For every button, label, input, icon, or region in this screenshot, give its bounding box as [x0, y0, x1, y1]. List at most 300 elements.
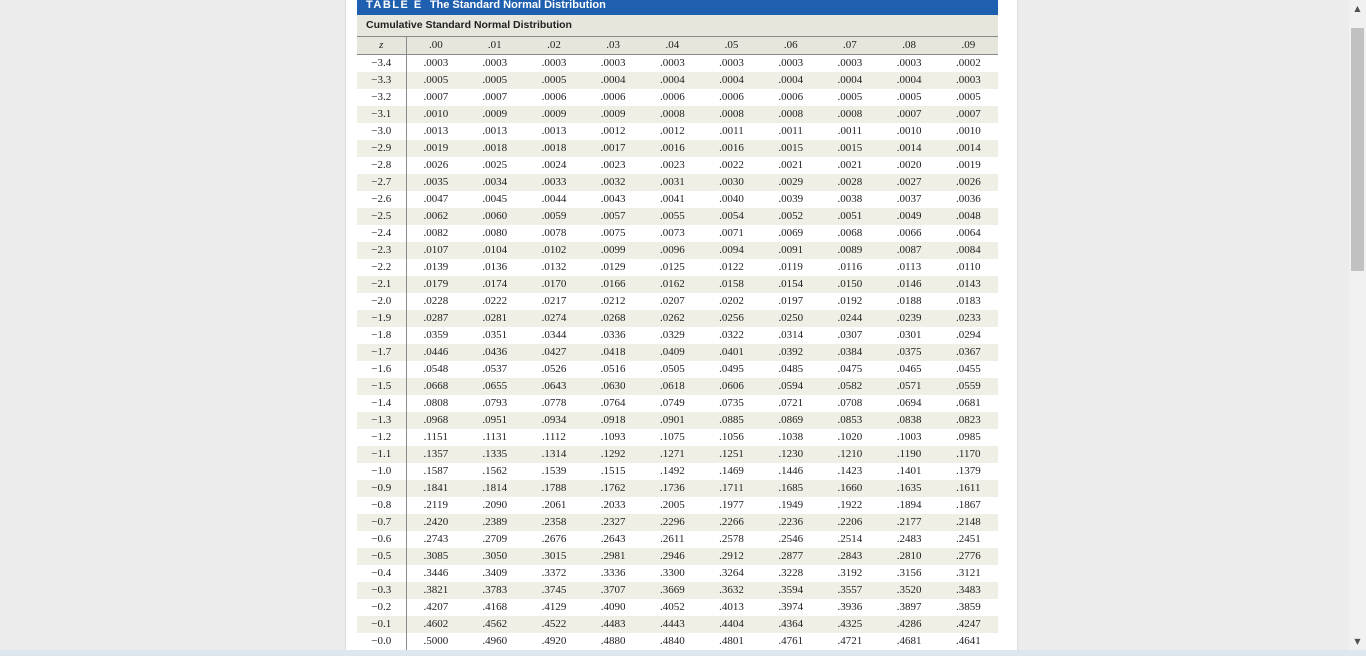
z-value-cell: −3.3	[357, 72, 406, 89]
probability-cell: .0384	[837, 346, 863, 358]
probability-cell: .0885	[719, 414, 744, 426]
probability-cell: .0029	[778, 176, 804, 188]
probability-cell: .0197	[778, 295, 804, 307]
probability-cell: .0202	[719, 295, 744, 307]
probability-cell: .0021	[778, 159, 804, 171]
probability-cell: .0116	[837, 261, 863, 273]
probability-cell: .0409	[659, 346, 685, 358]
probability-cell: .0041	[659, 193, 685, 205]
column-header: .03	[584, 37, 643, 55]
table-banner	[357, 0, 998, 15]
table-row	[357, 514, 998, 531]
probability-cell: .0307	[837, 329, 863, 341]
probability-cell: .0367	[955, 346, 981, 358]
z-value-cell: −2.2	[357, 259, 406, 276]
z-value-cell: −2.1	[357, 276, 406, 293]
probability-cell: .0069	[778, 227, 804, 239]
probability-cell: .2578	[719, 533, 744, 545]
probability-cell: .0104	[482, 244, 508, 256]
probability-cell: .0018	[541, 142, 567, 154]
probability-cell: .0089	[837, 244, 863, 256]
probability-cell: .0066	[896, 227, 922, 239]
probability-cell: .2946	[659, 550, 685, 562]
probability-cell: .2061	[541, 499, 567, 511]
table-row	[357, 378, 998, 395]
probability-cell: .0170	[541, 278, 567, 290]
probability-cell: .0049	[896, 210, 922, 222]
probability-cell: .0045	[482, 193, 508, 205]
probability-cell: .1379	[955, 465, 981, 477]
probability-cell: .1190	[896, 448, 922, 460]
probability-cell: .1335	[482, 448, 508, 460]
probability-cell: .4483	[600, 618, 626, 630]
probability-cell: .0047	[423, 193, 449, 205]
probability-cell: .3594	[778, 584, 804, 596]
probability-cell: .0244	[837, 312, 863, 324]
probability-cell: .0080	[482, 227, 508, 239]
probability-cell: .0322	[719, 329, 744, 341]
probability-cell: .0015	[778, 142, 804, 154]
probability-cell: .0044	[541, 193, 567, 205]
probability-cell: .0869	[778, 414, 804, 426]
vertical-scrollbar[interactable]	[1349, 0, 1366, 650]
probability-cell: .1562	[482, 465, 508, 477]
probability-cell: .0183	[955, 295, 981, 307]
table-row	[357, 123, 998, 140]
probability-cell: .0012	[600, 125, 626, 137]
probability-cell: .0009	[541, 108, 567, 120]
probability-cell: .2033	[600, 499, 626, 511]
table-row	[357, 242, 998, 259]
probability-cell: .0329	[659, 329, 685, 341]
probability-cell: .0062	[423, 210, 449, 222]
probability-cell: .0007	[896, 108, 922, 120]
z-value-cell: −0.5	[357, 548, 406, 565]
probability-cell: .1711	[719, 482, 744, 494]
triangle-up-icon[interactable]: ▲	[1354, 4, 1361, 13]
triangle-down-icon[interactable]: ▼	[1354, 637, 1361, 646]
probability-cell: .0110	[956, 261, 981, 273]
z-value-cell: −0.1	[357, 616, 406, 633]
probability-cell: .0003	[719, 57, 744, 69]
probability-cell: .0485	[778, 363, 804, 375]
probability-cell: .0968	[423, 414, 449, 426]
probability-cell: .0918	[600, 414, 626, 426]
probability-cell: .0015	[837, 142, 863, 154]
probability-cell: .0778	[541, 397, 567, 409]
probability-cell: .4247	[955, 618, 981, 630]
probability-cell: .0009	[482, 108, 508, 120]
probability-cell: .0033	[541, 176, 567, 188]
probability-cell: .0019	[423, 142, 449, 154]
table-subtitle: Cumulative Standard Normal Distribution	[357, 15, 998, 36]
probability-cell: .0694	[896, 397, 922, 409]
probability-cell: .0233	[955, 312, 981, 324]
probability-cell: .0107	[423, 244, 449, 256]
probability-cell: .0002	[955, 57, 981, 69]
probability-cell: .2776	[955, 550, 981, 562]
z-value-cell: −0.8	[357, 497, 406, 514]
probability-cell: .4013	[719, 601, 744, 613]
probability-cell: .0064	[955, 227, 981, 239]
probability-cell: .0006	[778, 91, 804, 103]
probability-cell: .0013	[423, 125, 449, 137]
probability-cell: .0351	[482, 329, 508, 341]
probability-cell: .2611	[660, 533, 685, 545]
table-row	[357, 497, 998, 514]
z-value-cell: −1.3	[357, 412, 406, 429]
probability-cell: .0035	[423, 176, 449, 188]
probability-cell: .3745	[541, 584, 567, 596]
probability-cell: .1075	[659, 431, 685, 443]
probability-cell: .0125	[659, 261, 685, 273]
probability-cell: .0314	[778, 329, 804, 341]
probability-cell: .0655	[482, 380, 508, 392]
probability-cell: .0087	[896, 244, 922, 256]
probability-cell: .0256	[719, 312, 744, 324]
probability-cell: .0022	[719, 159, 744, 171]
probability-cell: .0008	[659, 108, 685, 120]
z-value-cell: −2.5	[357, 208, 406, 225]
probability-cell: .4052	[659, 601, 685, 613]
probability-cell: .0005	[955, 91, 981, 103]
probability-cell: .0032	[600, 176, 626, 188]
probability-cell: .0006	[541, 91, 567, 103]
probability-cell: .0027	[896, 176, 922, 188]
probability-cell: .0005	[837, 91, 863, 103]
probability-cell: .0073	[659, 227, 685, 239]
probability-cell: .1357	[423, 448, 449, 460]
probability-cell: .0643	[541, 380, 567, 392]
table-row	[357, 531, 998, 548]
probability-cell: .0446	[423, 346, 449, 358]
probability-cell: .0024	[541, 159, 567, 171]
probability-cell: .0139	[423, 261, 449, 273]
probability-cell: .0057	[600, 210, 626, 222]
table-row	[357, 106, 998, 123]
probability-cell: .4562	[482, 618, 508, 630]
probability-cell: .0154	[778, 278, 804, 290]
probability-cell: .0808	[423, 397, 449, 409]
probability-cell: .0007	[482, 91, 508, 103]
probability-cell: .1003	[896, 431, 922, 443]
table-row	[357, 565, 998, 582]
probability-cell: .0853	[837, 414, 863, 426]
probability-cell: .0099	[600, 244, 626, 256]
probability-cell: .1977	[719, 499, 744, 511]
z-value-cell: −0.4	[357, 565, 406, 582]
z-value-cell: −1.4	[357, 395, 406, 412]
probability-cell: .2843	[837, 550, 863, 562]
probability-cell: .2981	[600, 550, 626, 562]
probability-cell: .0013	[541, 125, 567, 137]
probability-cell: .1210	[837, 448, 863, 460]
probability-cell: .0043	[600, 193, 626, 205]
column-header: .04	[643, 37, 702, 55]
probability-cell: .0082	[423, 227, 449, 239]
probability-cell: .2877	[778, 550, 804, 562]
probability-cell: .0901	[659, 414, 685, 426]
probability-cell: .0192	[837, 295, 863, 307]
probability-cell: .1894	[896, 499, 922, 511]
probability-cell: .1685	[778, 482, 804, 494]
probability-cell: .0113	[896, 261, 922, 273]
probability-cell: .0268	[600, 312, 626, 324]
probability-cell: .0281	[482, 312, 508, 324]
probability-cell: .2643	[600, 533, 626, 545]
probability-cell: .0006	[600, 91, 626, 103]
probability-cell: .3859	[955, 601, 981, 613]
z-value-cell: −2.7	[357, 174, 406, 191]
probability-cell: .0392	[778, 346, 804, 358]
z-value-cell: −2.3	[357, 242, 406, 259]
probability-cell: .3520	[896, 584, 922, 596]
probability-cell: .0146	[896, 278, 922, 290]
probability-cell: .2514	[837, 533, 863, 545]
probability-cell: .4404	[719, 618, 744, 630]
z-value-cell: −1.2	[357, 429, 406, 446]
probability-cell: .1170	[956, 448, 981, 460]
probability-cell: .0495	[719, 363, 744, 375]
probability-cell: .0020	[896, 159, 922, 171]
probability-cell: .0030	[719, 176, 744, 188]
probability-cell: .3121	[955, 567, 981, 579]
column-header: .08	[880, 37, 939, 55]
z-value-cell: −1.5	[357, 378, 406, 395]
normal-distribution-table	[357, 36, 998, 650]
probability-cell: .0618	[659, 380, 685, 392]
probability-cell: .0951	[482, 414, 508, 426]
z-value-cell: −0.2	[357, 599, 406, 616]
probability-cell: .0003	[423, 57, 449, 69]
probability-cell: .0008	[778, 108, 804, 120]
z-value-cell: −1.8	[357, 327, 406, 344]
probability-cell: .0003	[600, 57, 626, 69]
probability-cell: .0228	[423, 295, 449, 307]
probability-cell: .0003	[955, 74, 981, 86]
probability-cell: .0132	[541, 261, 567, 273]
probability-cell: .0505	[659, 363, 685, 375]
probability-cell: .3632	[719, 584, 744, 596]
probability-cell: .0078	[541, 227, 567, 239]
probability-cell: .4602	[423, 618, 449, 630]
table-row	[357, 412, 998, 429]
probability-cell: .0344	[541, 329, 567, 341]
probability-cell: .0174	[482, 278, 508, 290]
z-value-cell: −1.1	[357, 446, 406, 463]
probability-cell: .2005	[659, 499, 685, 511]
probability-cell: .0571	[896, 380, 922, 392]
probability-cell: .4761	[778, 635, 804, 647]
probability-cell: .2451	[955, 533, 981, 545]
probability-cell: .1949	[778, 499, 804, 511]
probability-cell: .0021	[837, 159, 863, 171]
probability-cell: .2296	[659, 516, 685, 528]
probability-cell: .2676	[541, 533, 567, 545]
probability-cell: .2148	[955, 516, 981, 528]
probability-cell: .0059	[541, 210, 567, 222]
probability-cell: .4286	[896, 618, 922, 630]
probability-cell: .0075	[600, 227, 626, 239]
z-value-cell: −3.4	[357, 55, 406, 73]
probability-cell: .0055	[659, 210, 685, 222]
probability-cell: .0934	[541, 414, 567, 426]
probability-cell: .2810	[896, 550, 922, 562]
probability-cell: .3783	[482, 584, 508, 596]
table-row	[357, 89, 998, 106]
table-row	[357, 344, 998, 361]
table-row	[357, 633, 998, 650]
probability-cell: .3897	[896, 601, 922, 613]
probability-cell: .1401	[896, 465, 922, 477]
probability-cell: .0013	[482, 125, 508, 137]
probability-cell: .0838	[896, 414, 922, 426]
probability-cell: .0262	[659, 312, 685, 324]
probability-cell: .0630	[600, 380, 626, 392]
probability-cell: .2266	[719, 516, 744, 528]
probability-cell: .1423	[837, 465, 863, 477]
probability-cell: .0014	[955, 142, 981, 154]
probability-cell: .3228	[778, 567, 804, 579]
probability-cell: .1515	[600, 465, 626, 477]
horizontal-scrollbar[interactable]	[0, 650, 1366, 656]
probability-cell: .0594	[778, 380, 804, 392]
probability-cell: .0054	[719, 210, 744, 222]
table-row	[357, 276, 998, 293]
probability-cell: .0003	[837, 57, 863, 69]
probability-cell: .0735	[719, 397, 744, 409]
column-header: .09	[939, 37, 998, 55]
probability-cell: .3821	[423, 584, 449, 596]
probability-cell: .0162	[659, 278, 685, 290]
probability-cell: .0455	[955, 363, 981, 375]
probability-cell: .3409	[482, 567, 508, 579]
probability-cell: .0010	[955, 125, 981, 137]
probability-cell: .3483	[955, 584, 981, 596]
table-title: The Standard Normal Distribution	[429, 0, 606, 11]
probability-cell: .0023	[659, 159, 685, 171]
probability-cell: .5000	[423, 635, 449, 647]
probability-cell: .1251	[719, 448, 744, 460]
z-value-cell: −2.8	[357, 157, 406, 174]
probability-cell: .0004	[719, 74, 744, 86]
probability-cell: .0721	[778, 397, 804, 409]
probability-cell: .0003	[482, 57, 508, 69]
probability-cell: .0294	[955, 329, 981, 341]
probability-cell: .0094	[719, 244, 744, 256]
table-row	[357, 599, 998, 616]
probability-cell: .2090	[482, 499, 508, 511]
probability-cell: .1492	[659, 465, 685, 477]
probability-cell: .4840	[659, 635, 685, 647]
probability-cell: .1867	[955, 499, 981, 511]
probability-cell: .0004	[600, 74, 626, 86]
probability-cell: .0068	[837, 227, 863, 239]
probability-cell: .0516	[600, 363, 626, 375]
column-header: .05	[702, 37, 761, 55]
column-header: .02	[524, 37, 583, 55]
probability-cell: .1660	[837, 482, 863, 494]
scrollbar-thumb[interactable]	[1351, 28, 1364, 271]
z-value-cell: −1.0	[357, 463, 406, 480]
probability-cell: .1056	[719, 431, 744, 443]
probability-cell: .3156	[896, 567, 922, 579]
probability-cell: .0274	[541, 312, 567, 324]
column-header: .07	[820, 37, 879, 55]
probability-cell: .0003	[896, 57, 922, 69]
probability-cell: .0084	[955, 244, 981, 256]
probability-cell: .2389	[482, 516, 508, 528]
probability-cell: .0150	[837, 278, 863, 290]
column-header: .06	[761, 37, 820, 55]
probability-cell: .0005	[541, 74, 567, 86]
probability-cell: .1038	[778, 431, 804, 443]
probability-cell: .0048	[955, 210, 981, 222]
probability-cell: .0793	[482, 397, 508, 409]
probability-cell: .0143	[955, 278, 981, 290]
z-value-cell: −0.9	[357, 480, 406, 497]
probability-cell: .1446	[778, 465, 804, 477]
probability-cell: .2546	[778, 533, 804, 545]
probability-cell: .4207	[423, 601, 449, 613]
probability-cell: .0011	[778, 125, 803, 137]
table-body	[357, 55, 998, 651]
probability-cell: .0668	[423, 380, 449, 392]
probability-cell: .4920	[541, 635, 567, 647]
probability-cell: .2743	[423, 533, 449, 545]
probability-cell: .0039	[778, 193, 804, 205]
probability-cell: .1539	[541, 465, 567, 477]
probability-cell: .0018	[482, 142, 508, 154]
z-value-cell: −1.7	[357, 344, 406, 361]
probability-cell: .0008	[837, 108, 863, 120]
probability-cell: .0708	[837, 397, 863, 409]
probability-cell: .0136	[482, 261, 508, 273]
probability-cell: .4443	[659, 618, 685, 630]
probability-cell: .1230	[778, 448, 804, 460]
z-value-cell: −0.6	[357, 531, 406, 548]
table-row	[357, 225, 998, 242]
probability-cell: .1922	[837, 499, 863, 511]
probability-cell: .4721	[837, 635, 863, 647]
z-column-header: z	[357, 37, 406, 55]
probability-cell: .3669	[659, 584, 685, 596]
z-value-cell: −0.3	[357, 582, 406, 599]
table-row	[357, 72, 998, 89]
probability-cell: .3264	[719, 567, 744, 579]
probability-cell: .0166	[600, 278, 626, 290]
probability-cell: .0034	[482, 176, 508, 188]
probability-cell: .0401	[719, 346, 744, 358]
table-row	[357, 55, 998, 73]
probability-cell: .1131	[482, 431, 507, 443]
probability-cell: .3300	[659, 567, 685, 579]
probability-cell: .0004	[659, 74, 685, 86]
probability-cell: .0606	[719, 380, 744, 392]
probability-cell: .0436	[482, 346, 508, 358]
probability-cell: .0025	[482, 159, 508, 171]
table-row	[357, 208, 998, 225]
probability-cell: .1587	[423, 465, 449, 477]
probability-cell: .0985	[955, 431, 981, 443]
probability-cell: .1788	[541, 482, 567, 494]
probability-cell: .4681	[896, 635, 922, 647]
probability-cell: .0004	[896, 74, 922, 86]
probability-cell: .0010	[896, 125, 922, 137]
probability-cell: .1093	[600, 431, 626, 443]
probability-cell: .3336	[600, 567, 626, 579]
probability-cell: .3192	[837, 567, 863, 579]
